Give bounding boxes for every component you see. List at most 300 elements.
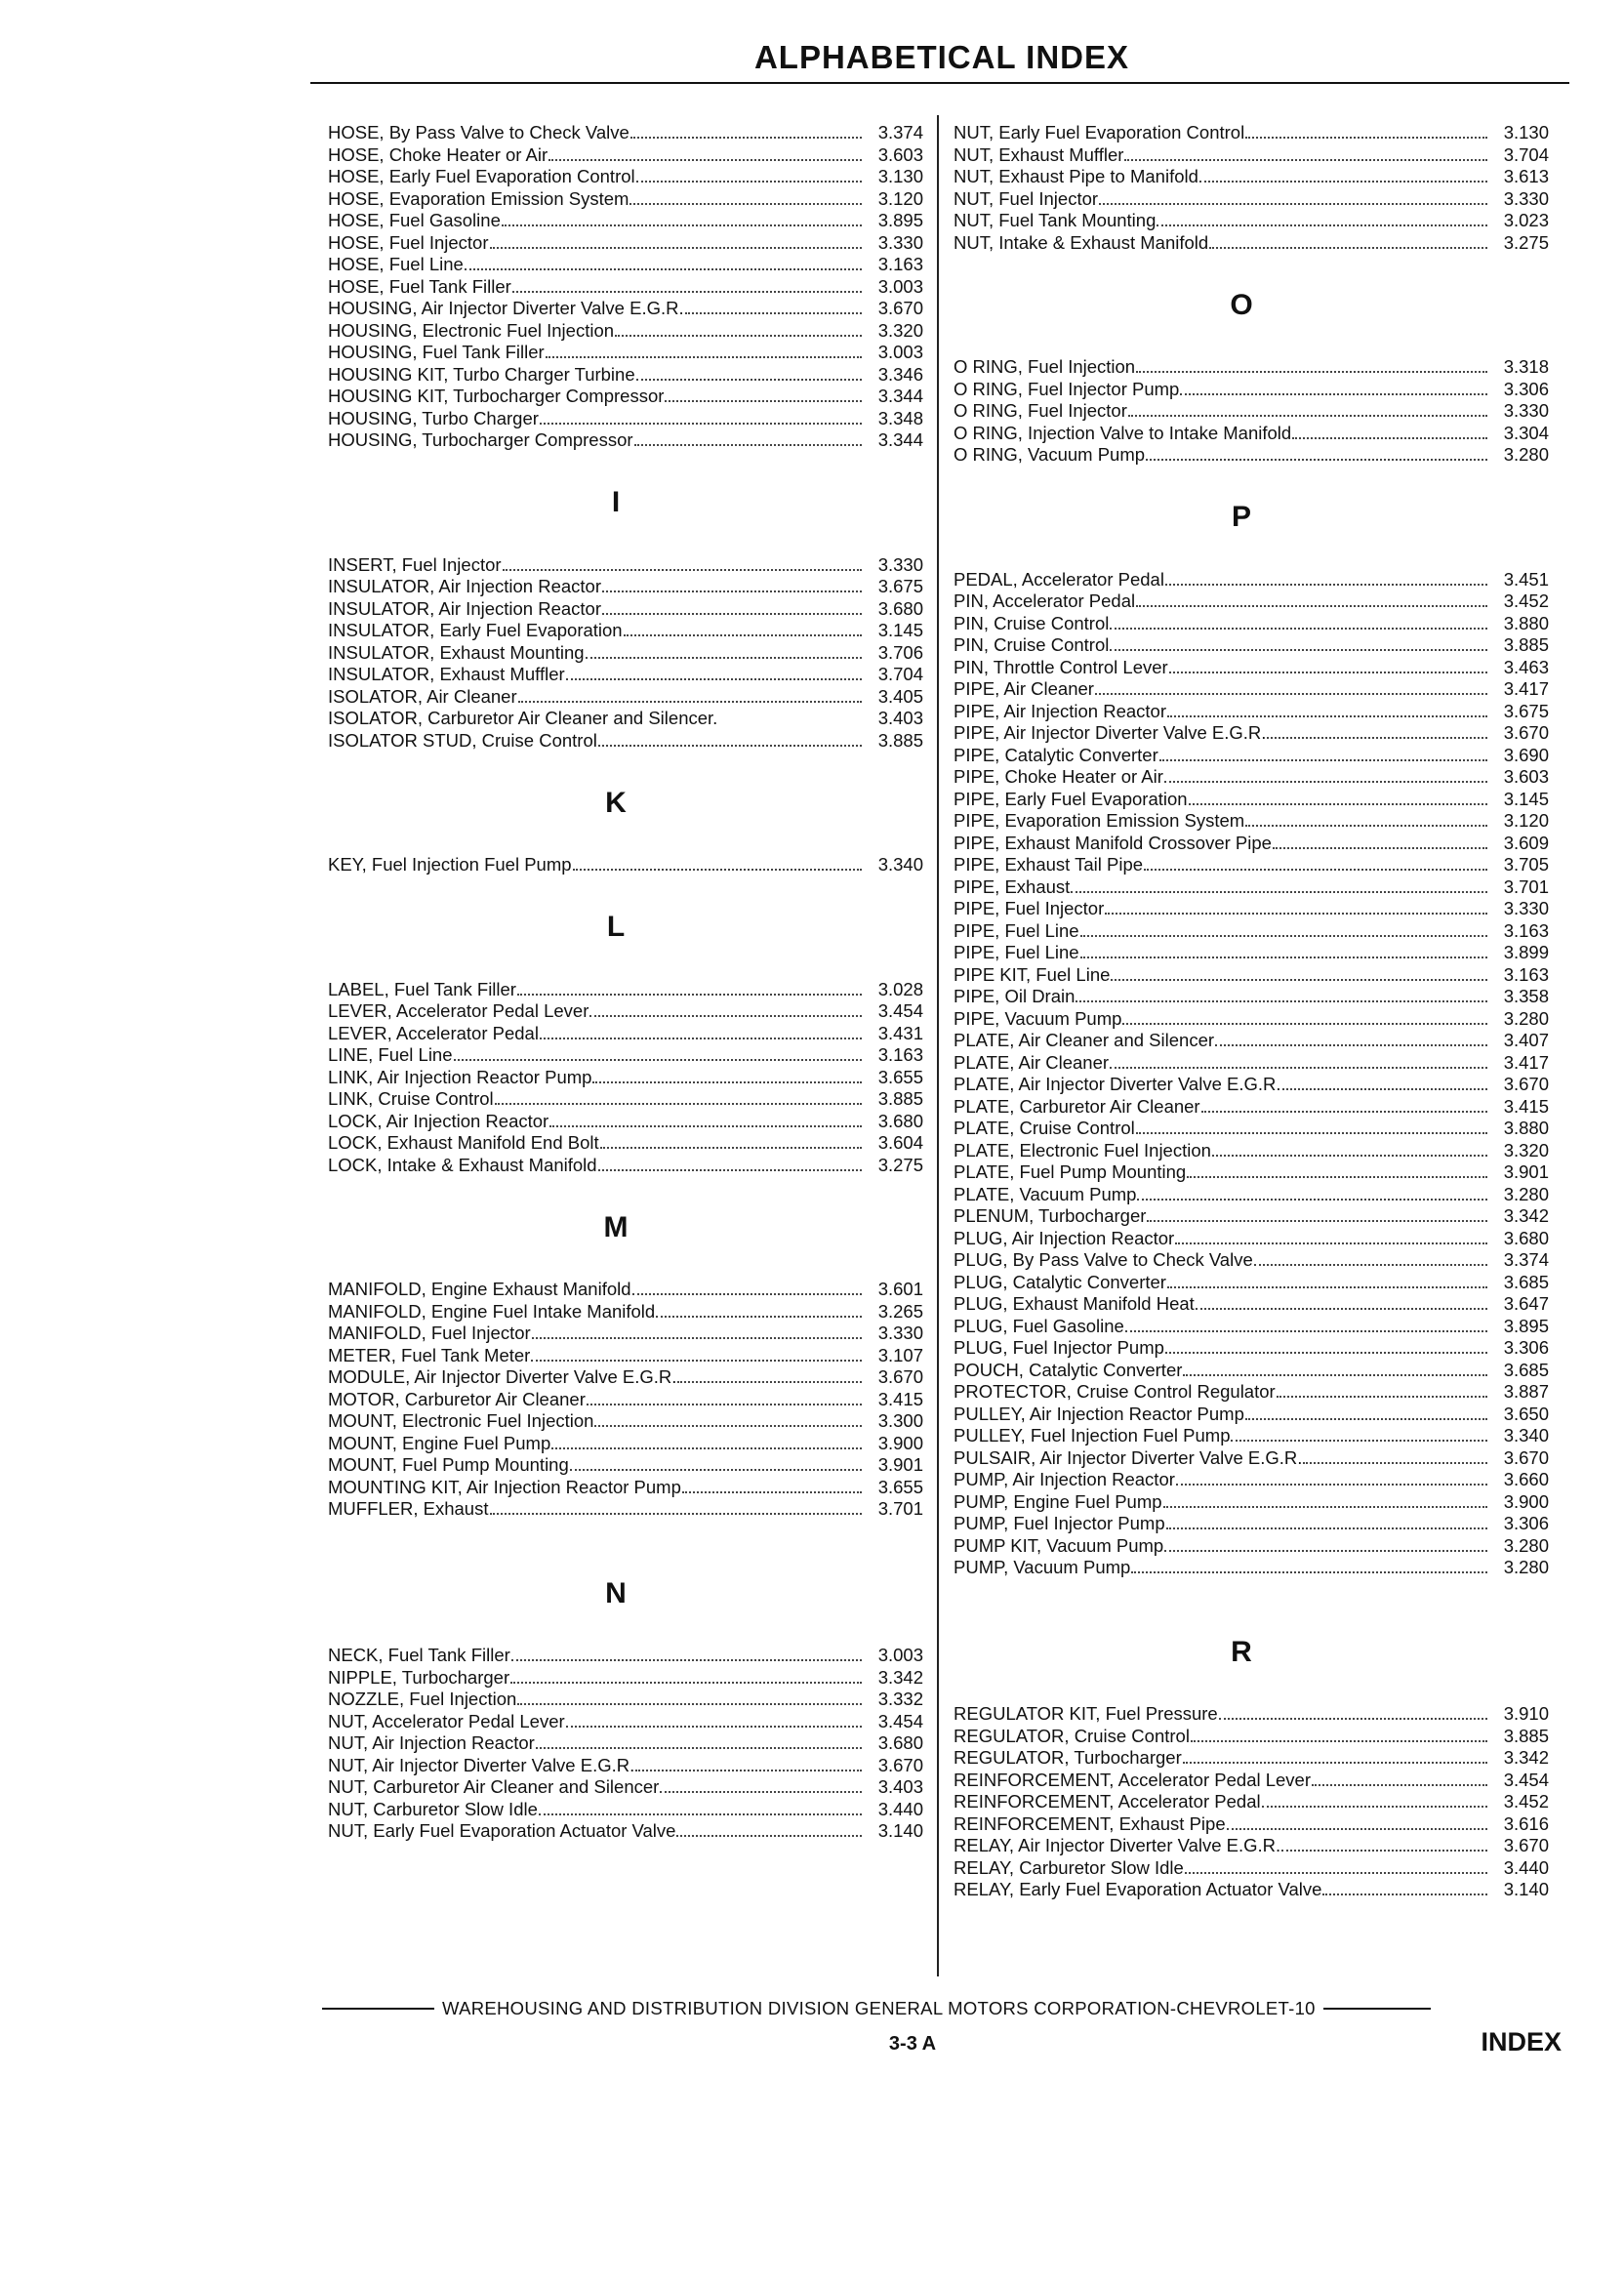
dot-leader (629, 203, 862, 205)
entry-term: PIPE, Fuel Line (954, 942, 1079, 962)
index-entry (954, 144, 1549, 167)
entry-term: POUCH, Catalytic Converter (954, 1359, 1183, 1380)
entry-page: 3.304 (1503, 422, 1549, 443)
entry-term: PIPE, Air Injection Reactor (954, 700, 1166, 721)
entry-term: ISOLATOR STUD, Cruise Control (328, 729, 597, 751)
entry-term: PROTECTOR, Cruise Control Regulator (954, 1381, 1276, 1402)
entry-page: 3.885 (877, 729, 923, 751)
entry-term: PLATE, Fuel Pump Mounting (954, 1161, 1187, 1182)
title-rule (310, 82, 1569, 84)
left-column (328, 122, 923, 1843)
spacer (328, 1521, 923, 1543)
entry-page: 3.440 (1503, 1856, 1549, 1878)
dot-leader (1111, 979, 1487, 981)
entry-term: PIPE, Catalytic Converter (954, 744, 1158, 765)
entry-term: MOUNT, Engine Fuel Pump (328, 1432, 551, 1453)
entry-term: REGULATOR KIT, Fuel Pressure (954, 1703, 1218, 1724)
entry-term: MANIFOLD, Engine Exhaust Manifold (328, 1279, 631, 1299)
index-entry (954, 1272, 1549, 1294)
entry-page: 3.463 (1503, 656, 1549, 677)
index-entry (954, 210, 1549, 232)
dot-leader (510, 1682, 862, 1684)
dot-leader (1128, 415, 1487, 417)
index-entry (954, 942, 1549, 964)
entry-term: HOUSING, Turbocharger Compressor (328, 429, 633, 450)
dot-leader (1185, 1872, 1487, 1874)
index-entry (954, 1184, 1549, 1206)
index-entry (954, 876, 1549, 899)
index-entry (954, 678, 1549, 701)
entry-page: 3.348 (877, 407, 923, 428)
dot-leader (635, 1770, 862, 1771)
index-entry (328, 144, 923, 167)
entry-page: 3.403 (877, 1776, 923, 1797)
entry-term: O RING, Vacuum Pump (954, 444, 1146, 465)
dot-leader (539, 1813, 862, 1815)
index-entry (328, 276, 923, 299)
entry-page: 3.454 (877, 1710, 923, 1731)
entry-term: PLUG, By Pass Valve to Check Valve (954, 1249, 1253, 1270)
entry-page: 3.330 (1503, 898, 1549, 918)
entry-page: 3.880 (1503, 612, 1549, 633)
index-entry (954, 1791, 1549, 1813)
index-entry (328, 210, 923, 232)
entry-term: PULSAIR, Air Injector Diverter Valve E.G.R. (954, 1446, 1303, 1468)
entry-page: 3.163 (1503, 963, 1549, 985)
dot-leader (1245, 137, 1487, 139)
entry-term: PLUG, Fuel Gasoline (954, 1315, 1124, 1336)
entry-page: 3.613 (1503, 166, 1549, 186)
spacer (328, 957, 923, 979)
dot-leader (1164, 1550, 1487, 1552)
dot-leader (517, 994, 862, 996)
entry-page: 3.616 (1503, 1812, 1549, 1834)
entry-page: 3.655 (877, 1476, 923, 1497)
index-entry (328, 1410, 923, 1433)
entry-term: LEVER, Accelerator Pedal (328, 1022, 539, 1043)
dot-leader (546, 356, 862, 358)
entry-term: HOUSING, Air Injector Diverter Valve E.G.R. (328, 298, 684, 318)
dot-leader (1312, 1784, 1487, 1786)
index-entry (954, 964, 1549, 987)
entry-page: 3.003 (877, 1645, 923, 1665)
dot-leader (602, 613, 862, 615)
index-entry (328, 429, 923, 452)
entry-term: PIN, Cruise Control (954, 634, 1110, 655)
index-entry (954, 1052, 1549, 1075)
entry-page: 3.685 (1503, 1271, 1549, 1292)
entry-term: NUT, Exhaust Muffler (954, 143, 1124, 165)
entry-page: 3.332 (877, 1689, 923, 1709)
dot-leader (1219, 1718, 1487, 1720)
index-entry (328, 1000, 923, 1023)
index-entry (954, 1447, 1549, 1470)
spacer (954, 1682, 1549, 1704)
index-entry (328, 979, 923, 1001)
entry-page: 3.604 (877, 1132, 923, 1153)
index-entry (954, 1293, 1549, 1316)
entry-term: PIN, Throttle Control Lever (954, 656, 1168, 677)
index-entry (328, 1155, 923, 1177)
index-entry (328, 342, 923, 364)
index-entry (328, 1088, 923, 1111)
index-entry (954, 166, 1549, 188)
entry-page: 3.330 (1503, 400, 1549, 421)
entry-page: 3.704 (877, 664, 923, 684)
entry-term: LINK, Cruise Control (328, 1088, 494, 1109)
entry-term: HOUSING, Electronic Fuel Injection (328, 319, 615, 341)
entry-term: NUT, Carburetor Air Cleaner and Silencer (328, 1776, 660, 1797)
index-entry (328, 1820, 923, 1843)
entry-term: HOSE, Evaporation Emission System (328, 187, 629, 209)
entry-page: 3.280 (1503, 1534, 1549, 1556)
dot-leader (1166, 1527, 1487, 1529)
entry-term: INSULATOR, Air Injection Reactor (328, 576, 602, 596)
index-entry (328, 664, 923, 686)
dot-leader (1209, 247, 1487, 249)
entry-page: 3.140 (1503, 1879, 1549, 1899)
index-entry (328, 1279, 923, 1301)
dot-leader (598, 745, 862, 747)
right-column (954, 122, 1549, 1901)
entry-term: PIPE, Exhaust (954, 875, 1071, 897)
entry-term: NOZZLE, Fuel Injection (328, 1689, 517, 1709)
dot-leader (594, 1425, 862, 1427)
dot-leader (1169, 672, 1487, 673)
entry-page: 3.670 (1503, 1074, 1549, 1094)
dot-leader (566, 1726, 862, 1728)
index-entry (328, 1689, 923, 1711)
dot-leader (454, 1059, 862, 1061)
spacer (328, 1176, 923, 1199)
spacer (328, 1542, 923, 1565)
entry-page: 3.670 (1503, 1446, 1549, 1468)
entry-term: INSULATOR, Early Fuel Evaporation (328, 620, 623, 640)
dot-leader (1167, 715, 1487, 717)
entry-term: INSERT, Fuel Injector (328, 553, 502, 575)
entry-term: O RING, Fuel Injection (954, 356, 1136, 377)
index-entry (954, 920, 1549, 943)
spacer (328, 833, 923, 855)
index-entry (954, 356, 1549, 379)
entry-page: 3.320 (877, 319, 923, 341)
entry-term: RELAY, Air Injector Diverter Valve E.G.R. (954, 1835, 1281, 1855)
entry-page: 3.670 (1503, 722, 1549, 743)
page-title: ALPHABETICAL INDEX (753, 39, 1130, 75)
entry-page: 3.280 (1503, 1183, 1549, 1204)
dot-leader (1080, 957, 1487, 958)
entry-term: MANIFOLD, Engine Fuel Intake Manifold (328, 1300, 656, 1322)
entry-page: 3.895 (1503, 1315, 1549, 1336)
index-entry (328, 1645, 923, 1667)
dot-leader (1277, 1396, 1487, 1398)
index-entry (954, 1161, 1549, 1184)
entry-page: 3.306 (1503, 1513, 1549, 1533)
entry-page: 3.885 (1503, 634, 1549, 655)
entry-page: 3.701 (877, 1498, 923, 1519)
dot-leader (1159, 759, 1487, 761)
dot-leader (592, 1081, 862, 1083)
entry-page: 3.344 (877, 386, 923, 406)
index-entry (328, 364, 923, 387)
dot-leader (1212, 1155, 1487, 1157)
dot-leader (1167, 1286, 1487, 1288)
entry-page: 3.280 (1503, 444, 1549, 465)
entry-term: REINFORCEMENT, Accelerator Pedal Lever (954, 1769, 1312, 1790)
entry-page: 3.306 (1503, 378, 1549, 399)
dot-leader (512, 291, 862, 293)
entry-term: LABEL, Fuel Tank Filler (328, 978, 516, 999)
dot-leader (1282, 1088, 1487, 1090)
entry-term: PIPE, Air Injector Diverter Valve E.G.R. (954, 722, 1267, 743)
dot-leader (634, 444, 862, 446)
entry-term: PUMP KIT, Vacuum Pump (954, 1534, 1164, 1556)
entry-page: 3.452 (1503, 590, 1549, 611)
dot-leader (1176, 1484, 1487, 1486)
index-entry (954, 1228, 1549, 1250)
section-letter: K (605, 786, 627, 819)
entry-term: INSULATOR, Air Injection Reactor (328, 597, 602, 619)
entry-page: 3.374 (877, 122, 923, 142)
entry-page: 3.454 (877, 1000, 923, 1021)
entry-term: PLATE, Vacuum Pump (954, 1183, 1137, 1204)
index-entry (954, 833, 1549, 855)
index-entry (954, 745, 1549, 767)
dot-leader (1227, 1828, 1487, 1830)
entry-term: NUT, Air Injection Reactor (328, 1732, 535, 1753)
dot-leader (1147, 1220, 1487, 1222)
index-entry (328, 166, 923, 188)
entry-page: 3.407 (1503, 1030, 1549, 1050)
dot-leader (1175, 1242, 1487, 1244)
index-entry (328, 1454, 923, 1477)
index-entry (328, 1067, 923, 1089)
dot-leader (1267, 737, 1487, 739)
dot-leader (1099, 203, 1487, 205)
entry-page: 3.346 (877, 363, 923, 385)
entry-term: HOSE, Fuel Tank Filler (328, 275, 511, 297)
index-entry (954, 722, 1549, 745)
dot-leader (1231, 1440, 1487, 1442)
entry-page: 3.342 (1503, 1747, 1549, 1768)
entry-term: MUFFLER, Exhaust (328, 1498, 489, 1519)
entry-page: 3.675 (877, 576, 923, 596)
dot-leader (1180, 393, 1487, 395)
dot-leader (1110, 628, 1487, 630)
entry-term: NUT, Carburetor Slow Idle (328, 1798, 538, 1819)
dot-leader (502, 224, 862, 226)
dot-leader (1122, 1023, 1487, 1025)
entry-term: NUT, Intake & Exhaust Manifold (954, 231, 1209, 253)
entry-page: 3.901 (877, 1454, 923, 1475)
index-entry (954, 1205, 1549, 1228)
spacer (954, 467, 1549, 489)
index-entry (328, 1799, 923, 1821)
entry-page: 3.275 (877, 1154, 923, 1175)
entry-page: 3.690 (1503, 744, 1549, 765)
index-entry (328, 1366, 923, 1389)
entry-term: MOTOR, Carburetor Air Cleaner (328, 1388, 586, 1409)
entry-page: 3.145 (877, 620, 923, 640)
entry-page: 3.140 (877, 1820, 923, 1841)
entry-term: PLATE, Air Cleaner and Silencer (954, 1030, 1215, 1050)
index-entry (954, 657, 1549, 679)
entry-term: MOUNT, Electronic Fuel Injection (328, 1410, 594, 1431)
index-entry (328, 122, 923, 144)
dot-leader (518, 701, 862, 703)
entry-term: PLENUM, Turbocharger (954, 1205, 1147, 1226)
entry-term: REGULATOR, Cruise Control (954, 1725, 1190, 1746)
entry-page: 3.340 (1503, 1425, 1549, 1445)
dot-leader (600, 1147, 862, 1149)
index-entry (954, 569, 1549, 591)
index-entry (954, 1835, 1549, 1857)
entry-page: 3.023 (1503, 210, 1549, 230)
dot-leader (548, 159, 862, 161)
index-entry (328, 1301, 923, 1323)
entry-page: 3.145 (1503, 788, 1549, 809)
spacer (954, 1579, 1549, 1602)
index-entry (954, 1249, 1549, 1272)
entry-page: 3.163 (1503, 919, 1549, 941)
entry-term: INSULATOR, Exhaust Mounting (328, 641, 585, 663)
dot-leader (682, 1491, 862, 1493)
section-letter: L (606, 911, 626, 943)
entry-term: HOUSING, Turbo Charger (328, 407, 539, 428)
entry-term: NUT, Exhaust Pipe to Manifold (954, 166, 1198, 186)
dot-leader (1136, 1132, 1487, 1134)
entry-page: 3.403 (877, 708, 923, 728)
dot-leader (1136, 371, 1487, 373)
index-entry (328, 386, 923, 408)
entry-term: PIPE, Evaporation Emission System (954, 810, 1245, 831)
spacer (328, 532, 923, 554)
dot-leader (602, 590, 862, 592)
entry-page: 3.431 (877, 1022, 923, 1043)
entry-term: PIN, Accelerator Pedal (954, 590, 1136, 611)
entry-term: HOSE, Fuel Gasoline (328, 210, 501, 230)
entry-page: 3.415 (1503, 1095, 1549, 1117)
entry-page: 3.887 (1503, 1381, 1549, 1402)
index-entry (328, 1477, 923, 1499)
entry-page: 3.275 (1503, 231, 1549, 253)
entry-term: PLUG, Air Injection Reactor (954, 1227, 1175, 1248)
index-entry (954, 1726, 1549, 1748)
index-entry (954, 379, 1549, 401)
dot-leader (1080, 935, 1487, 937)
entry-page: 3.670 (1503, 1835, 1549, 1855)
entry-page: 3.107 (877, 1344, 923, 1365)
entry-term: LINK, Air Injection Reactor Pump (328, 1066, 592, 1087)
dot-leader (1076, 1000, 1487, 1002)
index-entry (328, 408, 923, 430)
index-entry (954, 1360, 1549, 1382)
index-entry (954, 789, 1549, 811)
index-entry (328, 1776, 923, 1799)
entry-page: 3.120 (1503, 810, 1549, 831)
entry-term: PIPE KIT, Fuel Line (954, 963, 1111, 985)
dot-leader (632, 1293, 862, 1295)
entry-page: 3.660 (1503, 1469, 1549, 1489)
index-entry (954, 590, 1549, 613)
index-entry (954, 1879, 1549, 1901)
index-entry (328, 642, 923, 665)
entry-page: 3.130 (1503, 122, 1549, 142)
dot-leader (1196, 1308, 1487, 1310)
entry-term: PLATE, Air Cleaner (954, 1051, 1110, 1073)
dot-leader (1322, 1893, 1487, 1895)
entry-page: 3.910 (1503, 1703, 1549, 1724)
entry-term: PIPE, Fuel Injector (954, 898, 1105, 918)
entry-page: 3.670 (877, 298, 923, 318)
entry-page: 3.163 (877, 254, 923, 274)
section-letter: N (605, 1576, 627, 1609)
column-divider (937, 115, 939, 1976)
entry-page: 3.330 (877, 553, 923, 575)
dot-leader (551, 1447, 862, 1449)
dot-leader (1165, 584, 1487, 586)
entry-term: LOCK, Intake & Exhaust Manifold (328, 1154, 597, 1175)
entry-page: 3.880 (1503, 1118, 1549, 1138)
dot-leader (490, 1513, 863, 1515)
index-entry (954, 232, 1549, 255)
section-letter: R (1231, 1635, 1252, 1668)
index-entry (328, 1044, 923, 1067)
entry-term: LEVER, Accelerator Pedal Lever (328, 1000, 589, 1021)
index-entry (328, 708, 923, 730)
entry-term: REINFORCEMENT, Accelerator Pedal (954, 1791, 1261, 1812)
index-entry (328, 188, 923, 211)
dot-leader (636, 379, 862, 381)
entry-page: 3.601 (877, 1279, 923, 1299)
dot-leader (465, 268, 862, 270)
index-entry (954, 1118, 1549, 1140)
dot-leader (1136, 605, 1487, 607)
dot-leader (531, 1360, 862, 1362)
index-entry (328, 254, 923, 276)
dot-leader (573, 869, 862, 871)
entry-page: 3.318 (1503, 356, 1549, 377)
index-entry (328, 320, 923, 343)
dot-leader (566, 678, 862, 680)
entry-page: 3.130 (877, 166, 923, 186)
entry-term: PIPE, Early Fuel Evaporation (954, 788, 1188, 809)
entry-page: 3.451 (1503, 568, 1549, 590)
dot-leader (677, 1381, 862, 1383)
entry-page: 3.280 (1503, 1007, 1549, 1029)
index-entry (328, 1711, 923, 1733)
index-entry (328, 232, 923, 255)
index-entry (328, 1732, 923, 1755)
index-entry (954, 613, 1549, 635)
entry-page: 3.706 (877, 641, 923, 663)
entry-page: 3.670 (877, 1366, 923, 1387)
entry-page: 3.609 (1503, 832, 1549, 853)
dot-leader (624, 634, 862, 636)
index-entry (954, 1857, 1549, 1880)
entry-term: PIPE, Choke Heater or Air (954, 766, 1163, 787)
entry-page: 3.330 (877, 1323, 923, 1343)
dot-leader (1201, 1111, 1487, 1113)
entry-term: RELAY, Carburetor Slow Idle (954, 1856, 1184, 1878)
dot-leader (1071, 891, 1487, 893)
entry-term: METER, Fuel Tank Meter (328, 1344, 531, 1365)
index-entry (954, 1813, 1549, 1836)
index-entry (954, 188, 1549, 211)
dot-leader (1254, 1264, 1487, 1266)
dot-leader (1164, 781, 1487, 783)
entry-term: HOSE, By Pass Valve to Check Valve (328, 122, 629, 142)
